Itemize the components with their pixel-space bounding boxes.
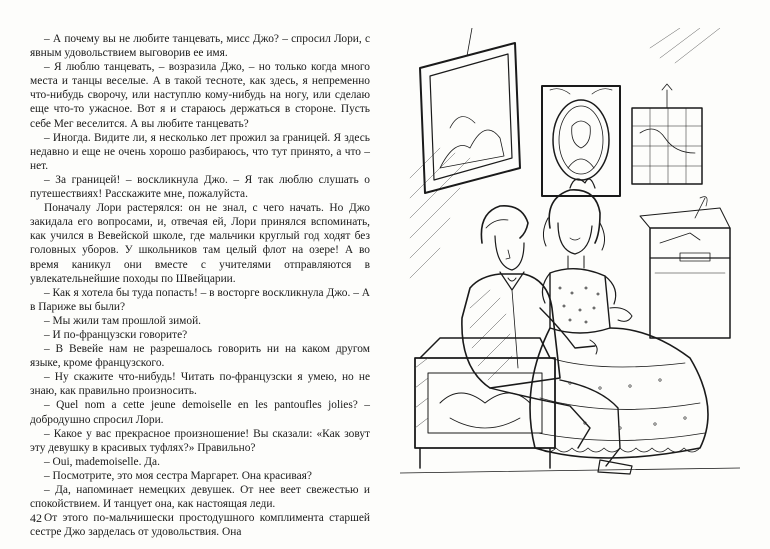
paragraph: – Oui, mademoiselle. Да. [44, 455, 160, 468]
paragraph: – Посмотрите, это моя сестра Маргарет. Она красивая? [44, 469, 312, 482]
paragraph: – И по-французски говорите? [44, 328, 188, 341]
paragraph: – Как я хотела бы туда попасть! – в восторге воскликнула Джо. – А в Париже вы были? [30, 286, 370, 313]
wall-hatching [410, 28, 720, 278]
paragraph: Поначалу Лори растерялся: он не знал, с чего начать. Но Джо закидала его вопросами, и, отвечая ей, Лори принялся вспоминать, как учился в Вевейской школе, где мальчики круглый год ходят без головных уборов. У школьников там целый флот на озере! А во время каникул они вместе с учителями отправляются в увлекательнейшие походы по Швейцарии. [30, 202, 370, 285]
framed-landscape-picture [420, 28, 520, 193]
paragraph: – Иногда. Видите ли, я несколько лет прожил за границей. Я здесь недавно и еще не очень хорошо разбираюсь, что тут принято, а что – нет. [30, 131, 370, 172]
book-illustration [400, 28, 740, 508]
paragraph: – Quel nom a cette jeune demoiselle en les pantoufles jolies? – добродушно спросил Лори. [30, 399, 370, 426]
paragraph: – Мы жили там прошлой зимой. [44, 314, 202, 327]
paragraph: – Я люблю танцевать, – возразила Джо, – но только когда много места и танцы веселые. А в такой тесноте, как здесь, я непременно что-нибудь сворочу, или наступлю кому-нибудь на ногу, или сделаю еще что-то ужасное. Вот я и стараюсь держаться в стороне. Пусть себе Мег веселится. А вы любите танцевать? [30, 61, 370, 130]
paragraph: – Да, напоминает немецких девушек. От нее веет свежестью и спокойствием. И танцует она, как настоящая леди. [30, 484, 370, 511]
paragraph: – Ну скажите что-нибудь! Читать по-французски я умею, но не знаю, как правильно произносить. [30, 371, 370, 398]
paragraph: – За границей! – воскликнула Джо. – Я так люблю слушать о путешествиях! Расскажите мне, пожалуйста. [30, 173, 370, 201]
boy-figure [462, 206, 632, 474]
paragraph: – А почему вы не любите танцевать, мисс Джо? – спросил Лори, с явным удовольствием выговорив ее имя. [30, 33, 370, 60]
page-number: 42 [30, 511, 42, 525]
text-column [30, 32, 370, 539]
paragraph: От этого по-мальчишески простодушного комплимента старшей сестре Джо зарделась от удовольствия. Она [30, 512, 370, 539]
floor-line [400, 468, 740, 473]
writing-desk [640, 197, 730, 338]
paragraph: – В Вевейе нам не разрешалось говорить ни на каком другом языке, кроме французского. [30, 343, 370, 370]
paragraph: – Какое у вас прекрасное произношение! Вы сказали: «Как зовут эту девушку в красивых туфлях?» Правильно? [30, 427, 370, 454]
ornate-bench [415, 338, 555, 468]
wall-map [632, 84, 702, 184]
